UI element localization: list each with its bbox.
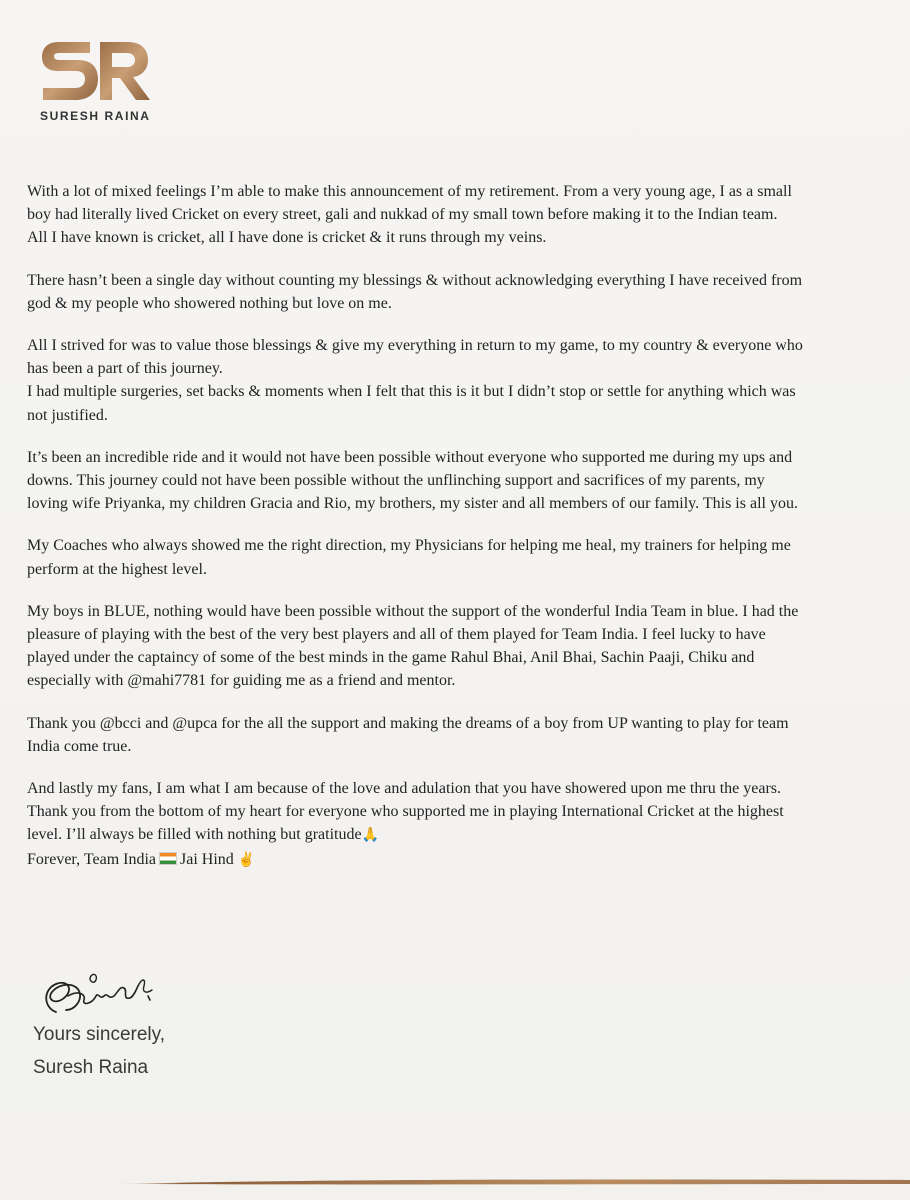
sr-logo (40, 36, 152, 108)
text-line: perform at the highest level. (27, 560, 207, 578)
text-line: boy had literally lived Cricket on every street, gali and nukkad of my small town before making it to the Indian team. (27, 206, 778, 224)
text-line: It’s been an incredible ride and it would not have been possible without everyone who supported me during my ups and (27, 448, 793, 466)
text-line: All I have known is cricket, all I have done is cricket & it runs through my veins. (27, 229, 547, 247)
paragraph (27, 712, 887, 758)
text-segment: Forever, Team India (27, 850, 157, 868)
text-line (27, 823, 887, 847)
closing-block (33, 1018, 165, 1084)
text-line: has been a part of this journey. (27, 360, 223, 378)
text-segment: level. I’ll always be filled with nothing but gratitude (27, 826, 362, 844)
text-line (27, 848, 887, 872)
text-line: My boys in BLUE, nothing would have been possible without the support of the wonderful India Team in blue. I had the (27, 602, 799, 620)
text-line: not justified. (27, 406, 108, 424)
text-line: downs. This journey could not have been possible without the unflinching support and sacrifices of my parents, my (27, 472, 765, 490)
final-paragraph (27, 777, 887, 872)
letter-body (27, 180, 887, 872)
text-line: god & my people who showered nothing but love on me. (27, 294, 392, 312)
text-line: loving wife Priyanka, my children Gracia and Rio, my brothers, my sister and all members of our family. This is all you. (27, 495, 798, 513)
text-line: pleasure of playing with the best of the very best players and all of them played for Team India. I feel lucky to have (27, 626, 766, 644)
text-line: especially with @mahi7781 for guiding me as a friend and mentor. (27, 672, 456, 690)
signatory-name: Suresh Raina (33, 1057, 149, 1078)
text-line: With a lot of mixed feelings I’m able to make this announcement of my retirement. From a very young age, I as a small (27, 183, 792, 200)
text-line: played under the captaincy of some of the best minds in the game Rahul Bhai, Anil Bhai, Sachin Paaji, Chiku and (27, 649, 755, 667)
text-line: Thank you @bcci and @upca for the all the support and making the dreams of a boy from UP wanting to play for team (27, 714, 789, 732)
footer-gold-line (120, 1178, 910, 1186)
paragraph (27, 600, 887, 693)
paragraph (27, 269, 887, 315)
text-line: Thank you from the bottom of my heart for everyone who supported me in playing International Cricket at the highest (27, 803, 784, 821)
folded-hands-icon: 🙏 (361, 828, 380, 844)
text-segment: Jai Hind (180, 850, 234, 868)
text-line: My Coaches who always showed me the right direction, my Physicians for helping me heal, my trainers for helping me (27, 537, 791, 555)
text-line: There hasn’t been a single day without counting my blessings & without acknowledging everything I have received from (27, 271, 803, 289)
text-line: India come true. (27, 737, 132, 755)
paragraph (27, 334, 887, 427)
india-flag-icon (159, 852, 177, 865)
paragraph (27, 180, 887, 250)
closing-salutation: Yours sincerely, (33, 1024, 166, 1045)
paragraph (27, 534, 887, 580)
brand-name: SURESH RAINA (40, 109, 151, 123)
text-line: And lastly my fans, I am what I am because of the love and adulation that you have showered upon me thru the years. (27, 780, 781, 798)
paragraph (27, 446, 887, 516)
text-line: All I strived for was to value those blessings & give my everything in return to my game, to my country & everyone who (27, 337, 803, 355)
victory-hand-icon: ✌️ (237, 852, 256, 868)
text-line: I had multiple surgeries, set backs & moments when I felt that this is it but I didn’t stop or settle for anything which was (27, 383, 796, 401)
